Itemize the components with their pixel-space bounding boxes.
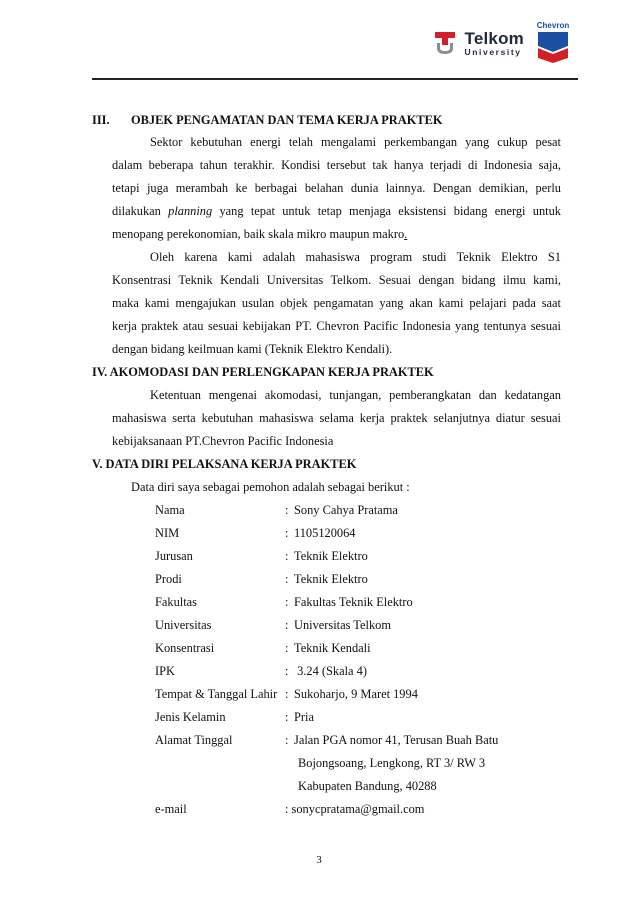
email-label: e-mail (155, 802, 187, 816)
row-value: Teknik Kendali (294, 641, 371, 655)
row-label: Konsentrasi (155, 641, 215, 655)
p1-line5-text: menopang perekonomian, baik skala mikro maupun makro (112, 227, 405, 241)
section-3-p2-line1: Oleh karena kami adalah mahasiswa program studi Teknik Elektro S1 (150, 250, 561, 264)
row-label: Prodi (155, 572, 182, 586)
row-colon: : (285, 687, 289, 701)
section-4-title: IV. AKOMODASI DAN PERLENGKAPAN KERJA PRAKTEK (92, 365, 434, 379)
p1-line4-start: dilakukan (112, 204, 169, 218)
row-value: 3.24 (Skala 4) (294, 664, 367, 678)
row-value: Sony Cahya Pratama (294, 503, 398, 517)
header-rule (92, 78, 578, 80)
row-label: Nama (155, 503, 185, 517)
row-label: IPK (155, 664, 175, 678)
section-3-number: III. (92, 113, 110, 127)
row-value: Teknik Elektro (294, 549, 368, 563)
row-colon: : (285, 572, 289, 586)
section-3-p2-line4: kerja praktek atau sesuai kebijakan PT. Chevron Pacific Indonesia yang tentunya sesuai (112, 319, 561, 333)
row-colon: : (285, 549, 289, 563)
brand-name: Telkom (464, 28, 524, 48)
address-line-2: Bojongsoang, Lengkong, RT 3/ RW 3 (298, 756, 486, 770)
p1-line4-end: yang tepat untuk tetap menjaga eksistensi bidang energi untuk (212, 204, 561, 218)
brand-sub: University (464, 46, 522, 57)
section-3-p1-line4 (112, 204, 561, 219)
section-3-p1-line2: dalam beberapa tahun terakhir. Kondisi tersebut tak hanya terjadi di Indonesia saja, (112, 158, 561, 172)
telkom-university-wordmark (465, 30, 524, 57)
row-value: Jalan PGA nomor 41, Terusan Buah Batu (294, 733, 499, 747)
row-label: NIM (155, 526, 180, 540)
section-3-title: OBJEK PENGAMATAN DAN TEMA KERJA PRAKTEK (131, 113, 443, 127)
section-3-p1-line3: tetapi juga merambah ke berbagai belahan dunia lainnya. Dengan demikian, perlu (112, 181, 561, 195)
row-label: Jurusan (155, 549, 193, 563)
address-line-3: Kabupaten Bandung, 40288 (298, 779, 437, 793)
telkom-university-logo-icon (433, 29, 457, 57)
chevron-logo (536, 22, 570, 64)
row-label: Fakultas (155, 595, 197, 609)
row-label: Alamat Tinggal (155, 733, 233, 747)
row-value: Fakultas Teknik Elektro (294, 595, 413, 609)
section-4-line3: kebijaksanaan PT.Chevron Pacific Indonesia (112, 434, 334, 448)
p1-line5-period: . (404, 227, 408, 241)
section-3-p1-line5 (112, 227, 561, 242)
row-colon: : (285, 595, 289, 609)
row-value: Universitas Telkom (294, 618, 391, 632)
section-3-p2-line3: maka kami mengajukan usulan objek pengamatan yang akan kami pelajari pada saat (112, 296, 561, 310)
row-colon: : (285, 664, 289, 678)
chevron-hallmark-icon (536, 30, 570, 64)
row-colon: : (285, 733, 289, 747)
row-value: 1105120064 (294, 526, 356, 540)
row-colon: : (285, 618, 289, 632)
section-5-intro: Data diri saya sebagai pemohon adalah sebagai berikut : (131, 480, 410, 494)
row-value: Sukoharjo, 9 Maret 1994 (294, 687, 418, 701)
row-colon: : (285, 503, 289, 517)
planning-italic-word: planning (168, 204, 213, 218)
row-colon: : (285, 526, 289, 540)
chevron-logo-text: Chevron (536, 21, 570, 30)
row-label: Tempat & Tanggal Lahir (155, 687, 278, 701)
row-value: Teknik Elektro (294, 572, 368, 586)
header-logos (433, 22, 570, 64)
email-value: : sonycpratama@gmail.com (285, 802, 425, 816)
section-3-p2-line5: dengan bidang keilmuan kami (Teknik Elektro Kendali). (112, 342, 393, 356)
row-label: Jenis Kelamin (155, 710, 226, 724)
row-colon: : (285, 641, 289, 655)
row-value: Pria (294, 710, 314, 724)
section-4-line1: Ketentuan mengenai akomodasi, tunjangan, pemberangkatan dan kedatangan (150, 388, 561, 402)
row-colon: : (285, 710, 289, 724)
section-5-title: V. DATA DIRI PELAKSANA KERJA PRAKTEK (92, 457, 357, 471)
row-label: Universitas (155, 618, 212, 632)
section-3-p1-line1: Sektor kebutuhan energi telah mengalami perkembangan yang cukup pesat (150, 135, 561, 149)
section-4-line2: mahasiswa serta kebutuhan mahasiswa selama kerja praktek selanjutnya diatur sesuai (112, 411, 561, 425)
page-number: 3 (316, 854, 322, 866)
section-3-p2-line2: Konsentrasi Teknik Kendali Universitas Telkom. Sesuai dengan bidang ilmu kami, (112, 273, 561, 287)
